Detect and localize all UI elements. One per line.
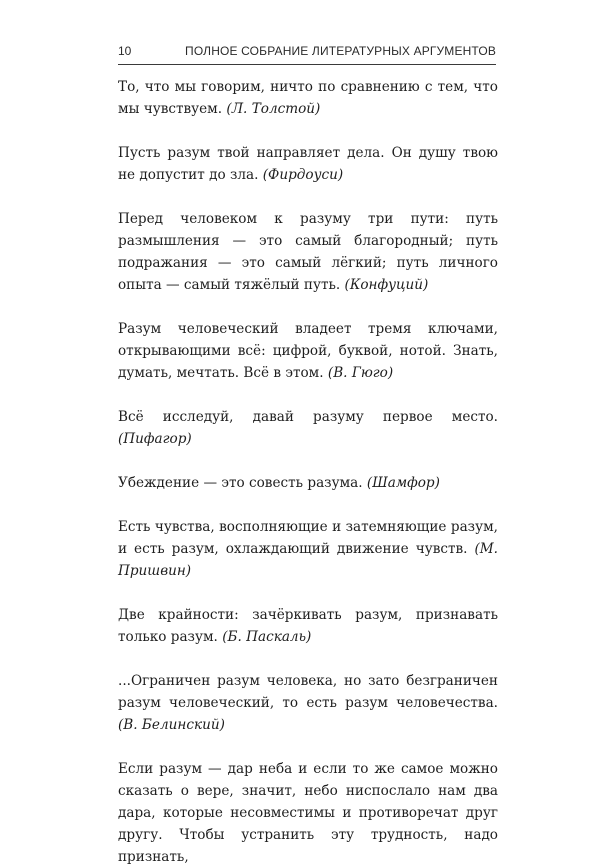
quote-paragraph (118, 208, 498, 296)
quote-author: (Б. Паскаль) (222, 629, 312, 645)
quote-author: (Л. Толстой) (226, 101, 321, 117)
quote-paragraph (118, 604, 498, 648)
running-header (118, 44, 496, 62)
quote-author: (Шамфор) (366, 475, 440, 491)
quote-author: (В. Гюго) (327, 365, 394, 381)
quote-paragraph (118, 472, 498, 494)
quote-text: Всё исследуй, давай разуму первое место. (118, 409, 498, 425)
quote-paragraph (118, 758, 498, 868)
quote-paragraph (118, 406, 498, 450)
quote-author: (В. Белинский) (118, 717, 225, 733)
quote-text: ...Ограничен разум человека, но зато безграничен разум человеческий, то есть разум человечества. (118, 673, 498, 711)
quote-author: (Пифагор) (118, 431, 192, 447)
quote-paragraph (118, 670, 498, 736)
quote-text: Если разум — дар неба и если то же самое можно сказать о вере, значит, небо ниспослало нам два дара, которые несовместимы и противоречат друг другу. Чтобы устранить эту трудность, надо признать, (118, 761, 498, 865)
page-number: 10 (118, 44, 132, 58)
quote-paragraph (118, 76, 498, 120)
quote-author: (Конфуций) (344, 277, 429, 293)
running-title: ПОЛНОЕ СОБРАНИЕ ЛИТЕРАТУРНЫХ АРГУМЕНТОВ (185, 44, 496, 58)
quote-text: Две крайности: зачёркивать разум, признавать только разум. (118, 607, 498, 645)
quote-paragraph (118, 142, 498, 186)
quotes-list (118, 76, 498, 868)
quote-paragraph (118, 318, 498, 384)
quote-text: Есть чувства, восполняющие и затемняющие разум, и есть разум, охлаждающий движение чувств. (118, 519, 498, 557)
quote-text: Пусть разум твой направляет дела. Он душу твою не допустит до зла. (118, 145, 498, 183)
quote-author: (М. Пришвин) (118, 541, 498, 579)
quote-text: Перед человеком к разуму три пути: путь размышления — это самый благородный; путь подражания — это самый лёгкий; путь личного опыта — самый тяжёлый путь. (118, 211, 498, 293)
quote-text: Убеждение — это совесть разума. (118, 475, 367, 491)
quote-author: (Фирдоуси) (262, 167, 344, 183)
quote-text: Разум человеческий владеет тремя ключами, открывающими всё: цифрой, буквой, нотой. Знать, думать, мечтать. Всё в этом. (118, 321, 498, 381)
quote-text: То, что мы говорим, ничто по сравнению с тем, что мы чувствуем. (118, 79, 498, 117)
quote-paragraph (118, 516, 498, 582)
header-rule (118, 64, 496, 65)
